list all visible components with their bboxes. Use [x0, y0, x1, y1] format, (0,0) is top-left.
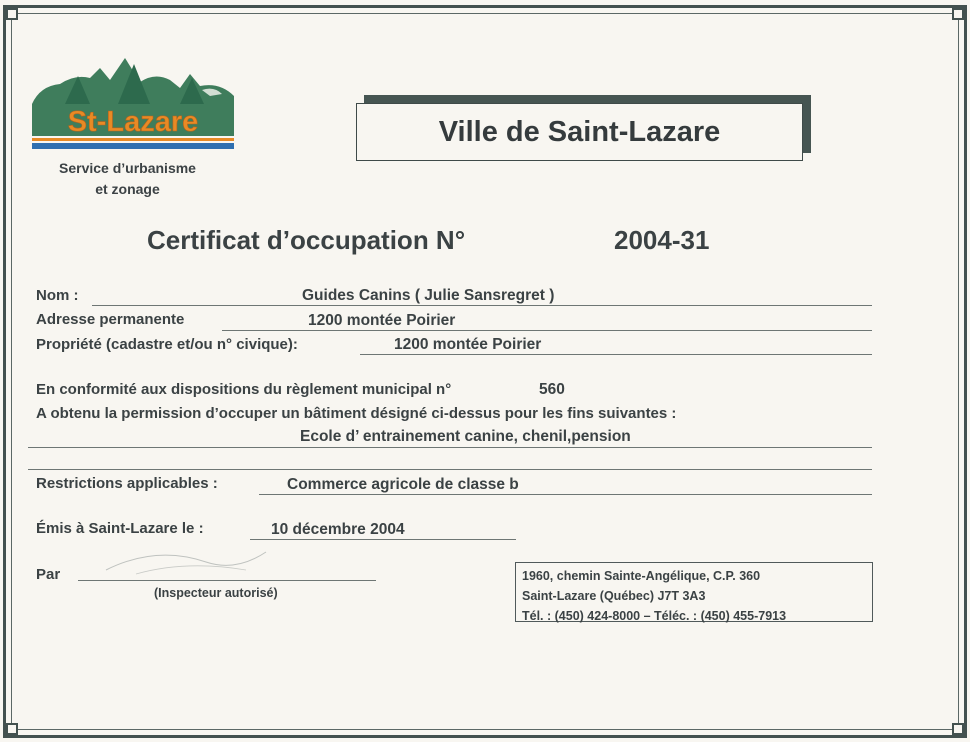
department-name	[40, 158, 215, 200]
inspector-label: (Inspecteur autorisé)	[154, 586, 278, 600]
adresse-label: Adresse permanente	[36, 311, 185, 328]
adresse-value: 1200 montée Poirier	[308, 312, 456, 329]
restrictions-value: Commerce agricole de classe b	[287, 476, 519, 493]
restrictions-label: Restrictions applicables :	[36, 475, 218, 492]
department-line-2: et zonage	[95, 181, 160, 197]
propriete-label: Propriété (cadastre et/ou n° civique):	[36, 336, 298, 353]
signature-line	[78, 580, 376, 581]
city-title: Ville de Saint-Lazare	[438, 115, 721, 148]
address-line-2: Saint-Lazare (Québec) J7T 3A3	[522, 589, 706, 603]
permission-text: A obtenu la permission d’occuper un bâtiment désigné ci-dessus pour les fins suivantes :	[36, 405, 677, 422]
purpose-line	[28, 447, 872, 448]
signature-scribble-icon	[96, 540, 296, 580]
propriete-value: 1200 montée Poirier	[394, 336, 542, 353]
adresse-line	[222, 330, 872, 331]
address-line-1: 1960, chemin Sainte-Angélique, C.P. 360	[522, 569, 761, 583]
propriete-line	[360, 354, 872, 355]
nom-line	[92, 305, 872, 306]
restrictions-line	[259, 494, 872, 495]
address-line-3: Tél. : (450) 424-8000 – Téléc. : (450) 455-7913	[522, 609, 787, 623]
conformity-text: En conformité aux dispositions du règlement municipal n°	[36, 381, 452, 398]
address-box	[515, 562, 873, 622]
reglement-number: 560	[539, 381, 565, 398]
issued-label: Émis à Saint-Lazare le :	[36, 520, 204, 537]
frame-corner	[6, 8, 18, 20]
logo-text: St-Lazare	[67, 106, 199, 138]
nom-value: Guides Canins ( Julie Sansregret )	[302, 287, 555, 304]
issued-date: 10 décembre 2004	[271, 521, 405, 538]
par-label: Par	[36, 566, 61, 583]
purpose-line-2	[28, 469, 872, 470]
trees-icon	[32, 58, 234, 104]
frame-corner	[6, 723, 18, 735]
purpose-value: Ecole d’ entrainement canine, chenil,pension	[300, 428, 631, 445]
certificate-title: Certificat d’occupation N°	[147, 225, 466, 255]
department-line-1: Service d’urbanisme	[59, 160, 196, 176]
frame-corner	[952, 723, 964, 735]
nom-label: Nom :	[36, 287, 79, 304]
city-title-box	[356, 103, 803, 161]
certificate-number: 2004-31	[614, 225, 710, 255]
frame-corner	[952, 8, 964, 20]
st-lazare-logo	[30, 56, 240, 156]
